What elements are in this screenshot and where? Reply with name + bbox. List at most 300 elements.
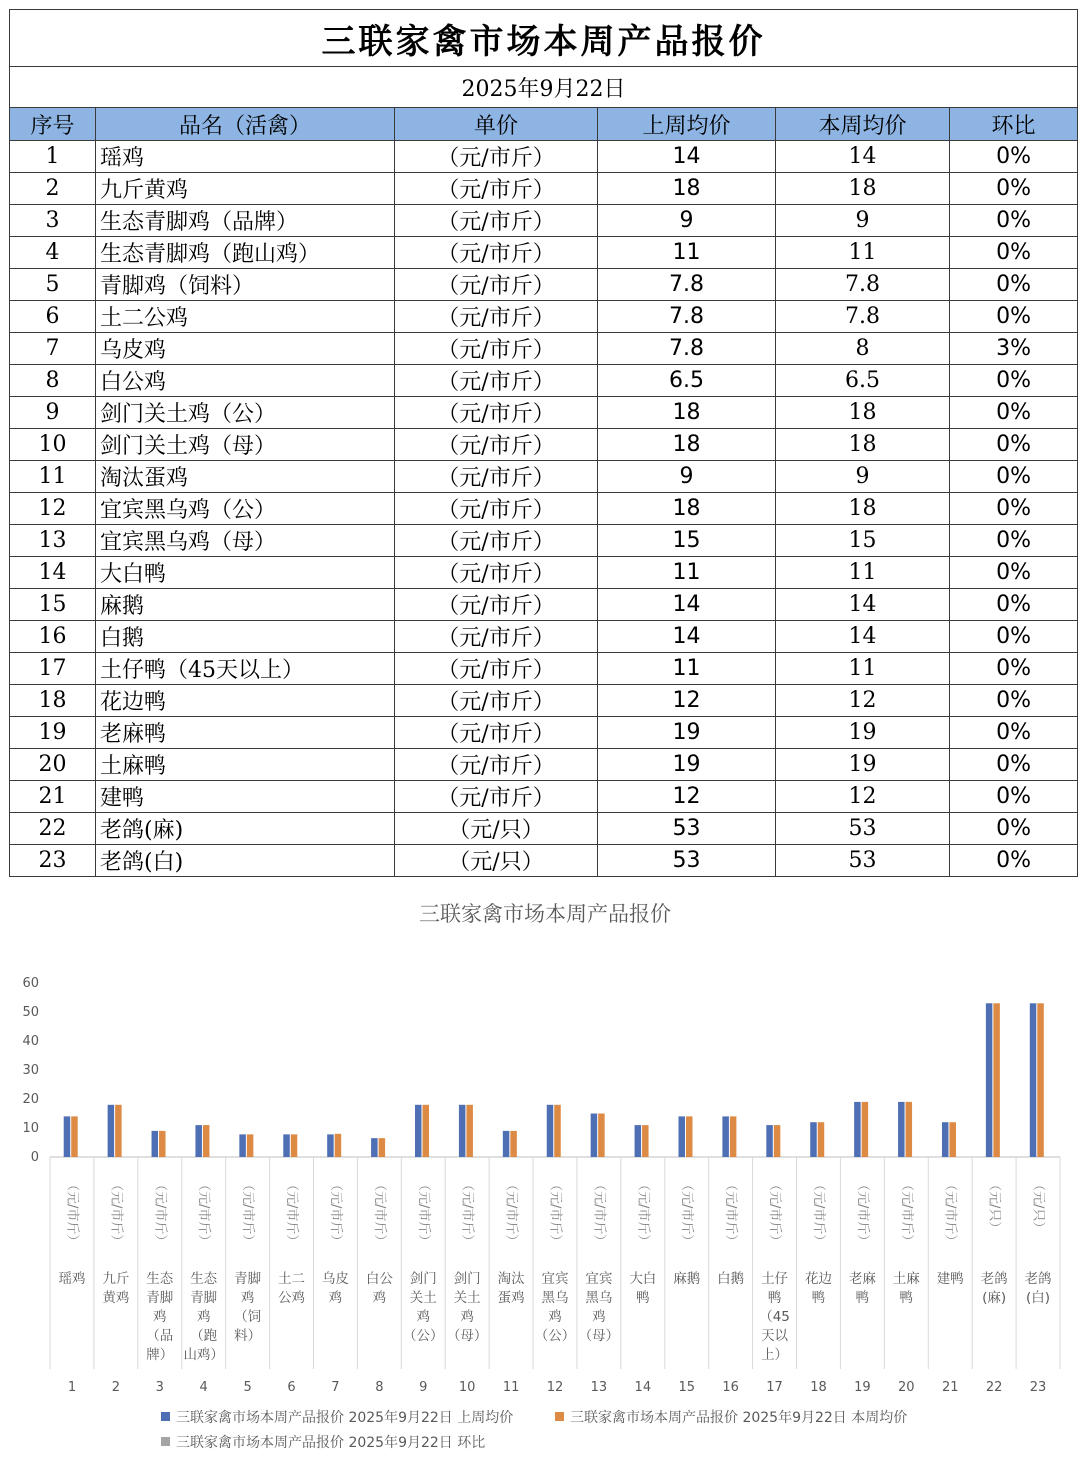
- row-number: 6: [10, 301, 96, 333]
- unit-axis-label: （元/市斤）: [240, 1178, 256, 1248]
- change-percent: 0%: [950, 493, 1078, 525]
- change-percent: 0%: [950, 749, 1078, 781]
- bar-series-2: [247, 1134, 254, 1157]
- change-percent: 0%: [950, 525, 1078, 557]
- category-name-label: 瑶鸡: [58, 1271, 86, 1287]
- bar-series-1: [459, 1105, 466, 1157]
- category-name-label: 土二: [278, 1271, 306, 1287]
- last-week-price: 7.8: [598, 269, 776, 301]
- last-week-price: 11: [598, 237, 776, 269]
- bar-series-2: [379, 1138, 386, 1157]
- bar-series-2: [1037, 1003, 1044, 1157]
- unit-label: （元/市斤）: [395, 749, 598, 781]
- unit-axis-label: （元/市斤）: [635, 1178, 651, 1248]
- category-name-label: 宜宾: [541, 1271, 569, 1287]
- category-name-label: 建鸭: [936, 1271, 964, 1287]
- table-row: [10, 269, 1078, 301]
- table-row: [10, 141, 1078, 173]
- product-name: 九斤黄鸡: [96, 173, 395, 205]
- table-row: [10, 461, 1078, 493]
- category-index-label: 4: [199, 1380, 208, 1395]
- unit-label: （元/市斤）: [395, 525, 598, 557]
- category-index-label: 11: [502, 1380, 520, 1395]
- bar-series-1: [283, 1134, 290, 1157]
- category-index-label: 17: [766, 1380, 783, 1395]
- category-index-label: 3: [155, 1380, 164, 1395]
- change-percent: 0%: [950, 461, 1078, 493]
- category-index-label: 2: [111, 1380, 121, 1395]
- category-name-label: 乌皮: [321, 1271, 349, 1287]
- category-name-label: (白): [1026, 1290, 1051, 1306]
- unit-axis-label: （元/只）: [986, 1178, 1002, 1235]
- this-week-price: 12: [776, 685, 950, 717]
- row-number: 10: [10, 429, 96, 461]
- legend-swatch: [161, 1437, 170, 1446]
- table-row: [10, 685, 1078, 717]
- this-week-price: 18: [776, 429, 950, 461]
- this-week-price: 9: [776, 205, 950, 237]
- bar-series-2: [423, 1105, 430, 1157]
- bar-series-2: [466, 1105, 473, 1157]
- unit-label: （元/市斤）: [395, 205, 598, 237]
- unit-label: （元/只）: [395, 813, 598, 845]
- unit-label: （元/市斤）: [395, 397, 598, 429]
- this-week-price: 19: [776, 717, 950, 749]
- bar-series-1: [635, 1125, 642, 1157]
- y-tick-label: 60: [22, 976, 39, 991]
- category-name-label: 公鸡: [278, 1290, 306, 1306]
- bar-series-1: [722, 1116, 729, 1157]
- unit-label: （元/市斤）: [395, 237, 598, 269]
- this-week-price: 8: [776, 333, 950, 365]
- category-index-label: 14: [634, 1380, 652, 1395]
- table-row: [10, 237, 1078, 269]
- category-name-label: (麻): [982, 1290, 1007, 1306]
- bar-series-1: [415, 1105, 422, 1157]
- bar-series-1: [195, 1125, 202, 1157]
- change-percent: 0%: [950, 429, 1078, 461]
- last-week-price: 11: [598, 557, 776, 589]
- category-name-label: 上）: [761, 1347, 789, 1363]
- unit-axis-label: （元/市斤）: [854, 1178, 870, 1248]
- unit-axis-label: （元/市斤）: [679, 1178, 695, 1248]
- change-percent: 0%: [950, 269, 1078, 301]
- table-row: [10, 173, 1078, 205]
- category-name-label: （公）: [534, 1328, 576, 1344]
- category-name-label: 鸡: [153, 1309, 167, 1325]
- category-name-label: 剑门: [453, 1271, 481, 1287]
- category-name-label: 关土: [453, 1290, 481, 1306]
- unit-label: （元/市斤）: [395, 173, 598, 205]
- this-week-price: 7.8: [776, 301, 950, 333]
- unit-axis-label: （元/市斤）: [723, 1178, 739, 1248]
- category-name-label: 鸭: [899, 1290, 914, 1306]
- product-name: 老鸽(白): [96, 845, 395, 877]
- last-week-price: 12: [598, 685, 776, 717]
- header-last-week: 上周均价: [598, 108, 776, 141]
- category-name-label: 花边: [804, 1271, 832, 1287]
- bar-series-1: [810, 1122, 817, 1157]
- row-number: 20: [10, 749, 96, 781]
- header-change: 环比: [950, 108, 1078, 141]
- table-row: [10, 333, 1078, 365]
- category-index-label: 18: [810, 1380, 827, 1395]
- bar-series-2: [730, 1116, 737, 1157]
- y-tick-label: 0: [30, 1150, 39, 1165]
- this-week-price: 18: [776, 493, 950, 525]
- category-name-label: 关土: [409, 1290, 437, 1306]
- product-name: 建鸭: [96, 781, 395, 813]
- legend-swatch: [161, 1412, 170, 1421]
- unit-label: （元/市斤）: [395, 493, 598, 525]
- last-week-price: 14: [598, 621, 776, 653]
- this-week-price: 14: [776, 621, 950, 653]
- this-week-price: 12: [776, 781, 950, 813]
- this-week-price: 18: [776, 397, 950, 429]
- category-name-label: 料）: [234, 1328, 262, 1344]
- this-week-price: 14: [776, 589, 950, 621]
- unit-label: （元/市斤）: [395, 301, 598, 333]
- row-number: 1: [10, 141, 96, 173]
- bar-series-1: [986, 1003, 993, 1157]
- legend-label: 三联家禽市场本周产品报价 2025年9月22日 环比: [176, 1435, 486, 1451]
- category-name-label: 蛋鸡: [497, 1290, 525, 1306]
- unit-axis-label: （元/市斤）: [591, 1178, 607, 1248]
- category-name-label: 九斤: [102, 1271, 130, 1287]
- category-name-label: 黑乌: [585, 1290, 613, 1306]
- bar-series-2: [686, 1116, 693, 1157]
- header-unit: 单价: [395, 108, 598, 141]
- category-name-label: 牌）: [146, 1347, 174, 1363]
- unit-axis-label: （元/市斤）: [503, 1178, 519, 1248]
- unit-axis-label: （元/市斤）: [415, 1178, 431, 1248]
- unit-axis-label: （元/市斤）: [459, 1178, 475, 1248]
- unit-label: （元/市斤）: [395, 557, 598, 589]
- bar-series-2: [71, 1116, 78, 1157]
- category-name-label: 鸡: [548, 1309, 562, 1325]
- category-name-label: 鸭: [767, 1290, 782, 1306]
- table-row: [10, 621, 1078, 653]
- unit-axis-label: （元/市斤）: [371, 1178, 387, 1248]
- category-index-label: 7: [331, 1380, 340, 1395]
- product-name: 白公鸡: [96, 365, 395, 397]
- unit-label: （元/市斤）: [395, 429, 598, 461]
- category-index-label: 9: [419, 1380, 428, 1395]
- last-week-price: 9: [598, 205, 776, 237]
- category-name-label: 生态: [190, 1271, 218, 1287]
- bar-series-2: [862, 1102, 869, 1157]
- unit-axis-label: （元/市斤）: [284, 1178, 300, 1248]
- unit-axis-label: （元/市斤）: [152, 1178, 168, 1248]
- unit-axis-label: （元/市斤）: [64, 1178, 80, 1248]
- unit-axis-label: （元/市斤）: [810, 1178, 826, 1248]
- category-name-label: 青脚: [190, 1290, 218, 1306]
- change-percent: 0%: [950, 845, 1078, 877]
- last-week-price: 19: [598, 717, 776, 749]
- unit-label: （元/市斤）: [395, 621, 598, 653]
- table-row: [10, 429, 1078, 461]
- y-tick-label: 30: [22, 1063, 39, 1078]
- category-index-label: 8: [375, 1380, 384, 1395]
- unit-label: （元/市斤）: [395, 365, 598, 397]
- row-number: 23: [10, 845, 96, 877]
- table-title: 三联家禽市场本周产品报价: [10, 10, 1078, 67]
- product-name: 花边鸭: [96, 685, 395, 717]
- this-week-price: 19: [776, 749, 950, 781]
- change-percent: 0%: [950, 397, 1078, 429]
- bar-series-1: [108, 1105, 115, 1157]
- product-name: 乌皮鸡: [96, 333, 395, 365]
- category-index-label: 21: [941, 1380, 959, 1395]
- table-row: [10, 781, 1078, 813]
- category-name-label: （公）: [403, 1328, 444, 1344]
- category-name-label: 青脚: [234, 1271, 262, 1287]
- table-row: [10, 749, 1078, 781]
- last-week-price: 7.8: [598, 333, 776, 365]
- row-number: 16: [10, 621, 96, 653]
- product-name: 剑门关土鸡（公）: [96, 397, 395, 429]
- this-week-price: 7.8: [776, 269, 950, 301]
- last-week-price: 18: [598, 173, 776, 205]
- y-tick-label: 40: [22, 1034, 39, 1049]
- product-name: 剑门关土鸡（母）: [96, 429, 395, 461]
- y-tick-label: 20: [22, 1092, 39, 1107]
- product-name: 宜宾黑乌鸡（公）: [96, 493, 395, 525]
- category-name-label: 老鸽: [980, 1271, 1008, 1287]
- unit-label: （元/市斤）: [395, 269, 598, 301]
- table-date: 2025年9月22日: [10, 67, 1078, 108]
- y-tick-label: 10: [22, 1121, 39, 1136]
- category-name-label: 土麻: [892, 1271, 920, 1287]
- unit-axis-label: （元/市斤）: [898, 1178, 914, 1248]
- bar-series-1: [64, 1116, 71, 1157]
- table-row: [10, 813, 1078, 845]
- change-percent: 0%: [950, 717, 1078, 749]
- row-number: 8: [10, 365, 96, 397]
- this-week-price: 53: [776, 845, 950, 877]
- header-name: 品名（活禽）: [96, 108, 395, 141]
- category-name-label: 白公: [365, 1271, 393, 1287]
- this-week-price: 18: [776, 173, 950, 205]
- category-name-label: 淘汰: [497, 1271, 525, 1287]
- category-index-label: 16: [722, 1380, 739, 1395]
- category-name-label: （品: [146, 1328, 174, 1344]
- row-number: 21: [10, 781, 96, 813]
- row-number: 12: [10, 493, 96, 525]
- unit-label: （元/市斤）: [395, 781, 598, 813]
- category-index-label: 15: [678, 1380, 696, 1395]
- unit-axis-label: （元/市斤）: [196, 1178, 212, 1248]
- unit-label: （元/市斤）: [395, 653, 598, 685]
- last-week-price: 18: [598, 493, 776, 525]
- category-index-label: 10: [458, 1380, 476, 1395]
- legend-label: 三联家禽市场本周产品报价 2025年9月22日 上周均价: [176, 1410, 514, 1426]
- category-name-label: 鸡: [592, 1309, 606, 1325]
- this-week-price: 14: [776, 141, 950, 173]
- row-number: 9: [10, 397, 96, 429]
- unit-label: （元/市斤）: [395, 589, 598, 621]
- table-row: [10, 653, 1078, 685]
- category-name-label: 鸡: [416, 1309, 431, 1325]
- bar-series-2: [598, 1114, 605, 1158]
- row-number: 11: [10, 461, 96, 493]
- category-name-label: 大白: [629, 1271, 657, 1287]
- category-name-label: 鸡: [460, 1309, 474, 1325]
- this-week-price: 11: [776, 653, 950, 685]
- bar-series-1: [678, 1116, 685, 1157]
- product-name: 宜宾黑乌鸡（母）: [96, 525, 395, 557]
- product-name: 生态青脚鸡（品牌）: [96, 205, 395, 237]
- this-week-price: 6.5: [776, 365, 950, 397]
- bar-series-2: [993, 1003, 1000, 1157]
- last-week-price: 18: [598, 397, 776, 429]
- category-name-label: 生态: [146, 1271, 174, 1287]
- category-name-label: 青脚: [146, 1290, 174, 1306]
- header-row: [10, 108, 1078, 141]
- last-week-price: 7.8: [598, 301, 776, 333]
- row-number: 14: [10, 557, 96, 589]
- last-week-price: 53: [598, 845, 776, 877]
- category-index-label: 19: [854, 1380, 871, 1395]
- price-chart: [9, 883, 1077, 1473]
- category-index-label: 22: [985, 1380, 1003, 1395]
- bar-series-1: [1030, 1003, 1037, 1157]
- category-index-label: 20: [898, 1380, 915, 1395]
- change-percent: 3%: [950, 333, 1078, 365]
- category-name-label: 白鹅: [717, 1271, 745, 1287]
- last-week-price: 15: [598, 525, 776, 557]
- this-week-price: 15: [776, 525, 950, 557]
- category-name-label: 鸡: [196, 1309, 211, 1325]
- table-row: [10, 365, 1078, 397]
- this-week-price: 9: [776, 461, 950, 493]
- bar-series-2: [642, 1125, 649, 1157]
- unit-axis-label: （元/市斤）: [108, 1178, 124, 1248]
- table-row: [10, 525, 1078, 557]
- product-name: 土二公鸡: [96, 301, 395, 333]
- category-name-label: 鸭: [811, 1290, 826, 1306]
- row-number: 3: [10, 205, 96, 237]
- change-percent: 0%: [950, 685, 1078, 717]
- category-index-label: 1: [67, 1380, 77, 1395]
- category-name-label: 宜宾: [585, 1271, 613, 1287]
- category-name-label: （饲: [234, 1309, 262, 1325]
- category-name-label: （45: [759, 1309, 790, 1325]
- last-week-price: 18: [598, 429, 776, 461]
- change-percent: 0%: [950, 301, 1078, 333]
- bar-series-1: [766, 1125, 773, 1157]
- bar-series-1: [547, 1105, 554, 1157]
- category-name-label: 黄鸡: [102, 1290, 130, 1306]
- category-name-label: 天以: [761, 1328, 789, 1344]
- row-number: 2: [10, 173, 96, 205]
- row-number: 4: [10, 237, 96, 269]
- category-name-label: 山鸡）: [183, 1347, 224, 1363]
- last-week-price: 11: [598, 653, 776, 685]
- bar-series-1: [942, 1122, 949, 1157]
- table-row: [10, 301, 1078, 333]
- chart-svg: [9, 883, 1077, 1473]
- bar-series-2: [774, 1125, 781, 1157]
- category-index-label: 23: [1029, 1380, 1047, 1395]
- category-name-label: （母）: [446, 1328, 488, 1344]
- bar-series-1: [239, 1134, 246, 1157]
- unit-axis-label: （元/市斤）: [942, 1178, 958, 1248]
- unit-label: （元/市斤）: [395, 461, 598, 493]
- product-name: 青脚鸡（饲料）: [96, 269, 395, 301]
- row-number: 22: [10, 813, 96, 845]
- category-name-label: 老鸽: [1024, 1271, 1052, 1287]
- unit-axis-label: （元/市斤）: [547, 1178, 563, 1248]
- bar-series-1: [371, 1138, 378, 1157]
- change-percent: 0%: [950, 653, 1078, 685]
- last-week-price: 6.5: [598, 365, 776, 397]
- product-name: 淘汰蛋鸡: [96, 461, 395, 493]
- table-row: [10, 397, 1078, 429]
- category-name-label: 黑乌: [541, 1290, 569, 1306]
- table-row: [10, 589, 1078, 621]
- category-name-label: 麻鹅: [673, 1271, 701, 1287]
- last-week-price: 9: [598, 461, 776, 493]
- bar-series-2: [554, 1105, 561, 1157]
- row-number: 15: [10, 589, 96, 621]
- table-row: [10, 845, 1078, 877]
- product-name: 生态青脚鸡（跑山鸡）: [96, 237, 395, 269]
- unit-axis-label: （元/市斤）: [327, 1178, 343, 1248]
- table-row: [10, 493, 1078, 525]
- category-index-label: 6: [287, 1380, 296, 1395]
- category-index-label: 13: [590, 1380, 608, 1395]
- bar-series-2: [291, 1134, 298, 1157]
- change-percent: 0%: [950, 813, 1078, 845]
- unit-axis-label: （元/只）: [1030, 1178, 1046, 1235]
- change-percent: 0%: [950, 781, 1078, 813]
- legend-swatch: [555, 1412, 564, 1421]
- table-row: [10, 557, 1078, 589]
- category-index-label: 12: [546, 1380, 564, 1395]
- category-name-label: 鸡: [372, 1290, 387, 1306]
- last-week-price: 12: [598, 781, 776, 813]
- this-week-price: 53: [776, 813, 950, 845]
- change-percent: 0%: [950, 557, 1078, 589]
- bar-series-2: [949, 1122, 956, 1157]
- bar-series-2: [906, 1102, 913, 1157]
- unit-label: （元/市斤）: [395, 333, 598, 365]
- chart-title: 三联家禽市场本周产品报价: [419, 902, 671, 926]
- table-row: [10, 205, 1078, 237]
- price-table: [9, 9, 1078, 877]
- product-name: 麻鹅: [96, 589, 395, 621]
- product-name: 土麻鸭: [96, 749, 395, 781]
- header-no: 序号: [10, 108, 96, 141]
- category-name-label: 鸭: [636, 1290, 650, 1306]
- bar-series-1: [503, 1131, 510, 1157]
- product-name: 老麻鸭: [96, 717, 395, 749]
- product-name: 土仔鸭（45天以上）: [96, 653, 395, 685]
- bar-series-1: [898, 1102, 905, 1157]
- y-tick-label: 50: [22, 1005, 39, 1020]
- bar-series-1: [152, 1131, 159, 1157]
- unit-label: （元/市斤）: [395, 685, 598, 717]
- category-name-label: 鸡: [240, 1290, 255, 1306]
- row-number: 13: [10, 525, 96, 557]
- category-name-label: 鸭: [855, 1290, 870, 1306]
- bar-series-2: [818, 1122, 825, 1157]
- product-name: 瑶鸡: [96, 141, 395, 173]
- category-name-label: 剑门: [409, 1271, 437, 1287]
- row-number: 19: [10, 717, 96, 749]
- change-percent: 0%: [950, 205, 1078, 237]
